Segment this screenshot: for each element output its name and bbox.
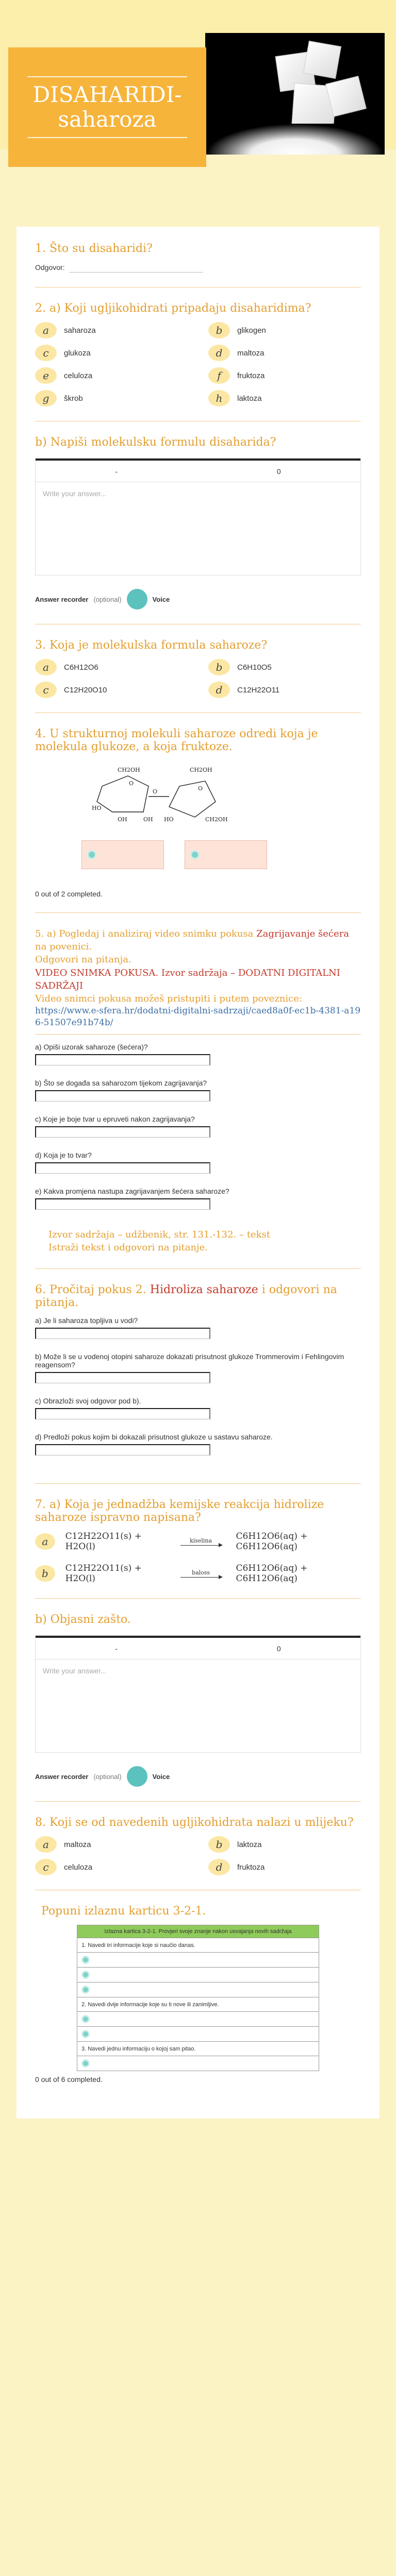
question-title: b) Napiši molekulsku formulu disaharida?	[35, 436, 276, 449]
option-key: h	[208, 390, 230, 406]
option-c[interactable]	[35, 682, 188, 698]
sub-question: e) Kakva promjena nastupa zagrijavanjem šećera saharoze?	[35, 1187, 229, 1195]
reaction-left: C12H22O11(s) + H2O(l)	[65, 1531, 142, 1552]
option-key: d	[208, 345, 230, 361]
sub-question: a) Opiši uzorak saharoze (šećera)?	[35, 1043, 148, 1051]
ticket-row	[77, 2056, 319, 2071]
instruction: Odgovori na pitanja.	[35, 954, 131, 965]
answer-textarea[interactable]: Write your answer...	[43, 1667, 107, 1675]
progress-text: 0 out of 2 completed.	[35, 890, 103, 898]
option-label: fruktoza	[237, 1862, 265, 1872]
title-rule-top	[27, 76, 187, 77]
title-part: 5. a) Pogledaj i analiziraj video snimku pokusa	[35, 928, 254, 939]
option-a[interactable]	[35, 322, 188, 338]
option-a[interactable]	[35, 1836, 188, 1853]
svg-text:O: O	[153, 788, 158, 795]
option-label: glikogen	[237, 326, 266, 335]
video-link[interactable]: https://www.e-sfera.hr/dodatni-digitalni-sadrzaji/caed8a0f-ec1b-4381-a196-51507e91b74b/	[35, 1006, 361, 1028]
ticket-row	[77, 2041, 319, 2056]
option-key: b	[208, 1836, 230, 1853]
sub-question: b) Što se događa sa saharozom tijekom zagrijavanja?	[35, 1079, 207, 1087]
title-part: na povenici.	[35, 941, 92, 953]
ticket-prompt: 1. Navedi tri informacije koje si naučio danas.	[81, 1942, 195, 1948]
question-title: 8. Koji se od navedenih ugljikohidrata nalazi u mlijeku?	[35, 1816, 354, 1829]
option-key: a	[35, 1533, 55, 1550]
option-label: C12H20O10	[64, 685, 107, 694]
recorder-label: Answer recorder	[35, 1772, 89, 1781]
toolbar-minus-button[interactable]: -	[115, 467, 118, 476]
source-line: Izvor sadržaja – udžbenik, str. 131.-132. – tekst	[48, 1229, 270, 1240]
title-part: i odgovori na pitanja.	[35, 1283, 337, 1310]
option-key: c	[35, 1859, 57, 1875]
answer-textarea[interactable]: Write your answer...	[43, 489, 107, 498]
svg-text:O: O	[198, 785, 203, 792]
ticket-row	[77, 1997, 319, 2011]
recorder-note: (optional)	[93, 1772, 122, 1781]
question-title: 7. a) Koja je jednadžba kemijske reakcija hidrolize saharoze ispravno napisana?	[35, 1498, 324, 1524]
ticket-row	[77, 2011, 319, 2026]
sub-answer-field[interactable]	[35, 1054, 210, 1065]
title-box	[8, 47, 206, 167]
option-key: f	[208, 367, 230, 384]
option-key: b	[208, 659, 230, 675]
answer-slot[interactable]	[81, 2015, 90, 2023]
sub-answer-field[interactable]	[35, 1198, 210, 1210]
reaction-option-a[interactable]	[35, 1531, 361, 1552]
question-2	[35, 302, 361, 406]
question-3	[35, 639, 361, 698]
option-f[interactable]	[208, 367, 361, 384]
voice-label: Voice	[152, 1772, 170, 1781]
reaction-left: C12H22O11(s) + H2O(l)	[65, 1563, 142, 1584]
option-key: b	[35, 1565, 55, 1582]
question-6	[35, 1283, 361, 1469]
svg-text:O: O	[129, 780, 134, 787]
sub-answer-field[interactable]	[35, 1162, 210, 1174]
option-label: C6H12O6	[64, 663, 98, 672]
option-a[interactable]	[35, 659, 188, 675]
option-key: d	[208, 1859, 230, 1875]
option-d[interactable]	[208, 1859, 361, 1875]
option-label: saharoza	[64, 326, 96, 335]
ticket-row	[77, 1967, 319, 1982]
option-key: g	[35, 390, 57, 406]
answer-field[interactable]	[69, 262, 203, 273]
textbook-source	[48, 1228, 361, 1254]
sub-question: d) Predloži pokus kojim bi dokazali prisutnost glukoze u sastavu saharoze.	[35, 1433, 273, 1442]
option-label: maltoza	[64, 1840, 91, 1849]
drop-zone[interactable]	[81, 840, 164, 869]
answer-recorder	[35, 1766, 361, 1787]
option-c[interactable]	[35, 1859, 188, 1875]
reaction-option-b[interactable]	[35, 1563, 361, 1584]
progress-text: 0 out of 6 completed.	[35, 2075, 103, 2084]
radio-dot	[87, 850, 96, 859]
page-title: DISAHARIDI- saharoza	[32, 81, 182, 132]
option-key: c	[35, 345, 57, 361]
sub-question: a) Je li saharoza topljiva u vodi?	[35, 1316, 138, 1325]
svg-text:CH2OH: CH2OH	[205, 816, 228, 823]
question-9	[35, 1905, 361, 2083]
ticket-row	[77, 1952, 319, 1967]
option-label: laktoza	[237, 394, 262, 403]
options-grid	[35, 659, 361, 698]
svg-text:HO: HO	[92, 805, 102, 811]
reaction-right: C6H12O6(aq) + C6H12O6(aq)	[236, 1563, 308, 1584]
sugar-cube	[303, 41, 341, 79]
option-c[interactable]	[35, 345, 188, 361]
arrow-label: baloss	[192, 1569, 210, 1577]
svg-text:CH2OH: CH2OH	[118, 767, 140, 773]
svg-text:CH2OH: CH2OH	[190, 767, 212, 773]
option-label: fruktoza	[237, 371, 265, 380]
ticket-prompt: 2. Navedi dvije informacije koje su ti nove ili zanimljive.	[81, 2001, 219, 2008]
ticket-row	[77, 1938, 319, 1952]
ticket-prompt: 3. Navedi jednu informaciju o kojoj sam pitao.	[81, 2045, 196, 2052]
title-part: 6. Pročitaj pokus 2.	[35, 1283, 146, 1297]
rich-answer-box	[35, 1635, 361, 1753]
question-1	[35, 242, 361, 273]
option-b[interactable]	[208, 1836, 361, 1853]
sub-answer-field[interactable]	[35, 1126, 210, 1138]
svg-text:HO: HO	[164, 816, 174, 823]
reaction-right: C6H12O6(aq) + C6H12O6(aq)	[236, 1531, 308, 1552]
header	[0, 0, 396, 149]
reaction-arrow	[180, 1537, 222, 1546]
question-title	[35, 1283, 361, 1309]
options-grid	[35, 1836, 361, 1875]
source-line: VIDEO SNIMKA POKUSA. Izvor sadržaja – DODATNI DIGITALNI SADRŽAJI	[35, 967, 340, 991]
sugar-grains	[205, 124, 385, 155]
answer-slot[interactable]	[81, 2030, 90, 2038]
option-label: laktoza	[237, 1840, 262, 1849]
option-b[interactable]	[208, 322, 361, 338]
answer-slot[interactable]	[81, 2059, 90, 2067]
drop-zones	[81, 840, 361, 869]
answer-slot[interactable]	[81, 1986, 90, 1994]
option-key: a	[35, 322, 57, 338]
title-rule-bottom	[27, 137, 187, 138]
question-title: 4. U strukturnoj molekuli saharoze odredi koja je molekula glukoze, a koja fruktoze.	[35, 727, 318, 753]
sub-question: c) Obrazloži svoj odgovor pod b).	[35, 1397, 141, 1405]
ticket-row	[77, 2026, 319, 2041]
option-g[interactable]	[35, 390, 188, 406]
question-5	[35, 927, 361, 1254]
answer-label: Odgovor:	[35, 263, 65, 272]
answer-toolbar	[36, 459, 360, 482]
question-title: 1. Što su disaharidi?	[35, 242, 153, 255]
question-7	[35, 1498, 361, 1584]
ticket-row	[77, 1982, 319, 1997]
option-label: celuloza	[64, 1862, 93, 1872]
question-title: 2. a) Koji ugljikohidrati pripadaju disaharidima?	[35, 302, 311, 315]
sub-answer-field[interactable]	[35, 1328, 210, 1339]
question-title: 3. Koja je molekulska formula saharoze?	[35, 639, 268, 652]
question-4	[35, 727, 361, 898]
sub-answer-field[interactable]	[35, 1372, 210, 1383]
option-key: a	[35, 1836, 57, 1853]
arrow-label: kiselina	[190, 1537, 212, 1545]
option-label: glukoza	[64, 348, 91, 358]
question-2b	[35, 436, 361, 609]
sub-answer-field[interactable]	[35, 1090, 210, 1101]
exit-ticket	[77, 1925, 319, 2071]
svg-text:OH: OH	[143, 816, 153, 823]
option-d[interactable]	[208, 345, 361, 361]
sugar-cubes-photo	[205, 33, 385, 155]
question-title: b) Objasni zašto.	[35, 1613, 131, 1626]
sucrose-structure-diagram	[81, 760, 252, 833]
sub-questions	[35, 1043, 361, 1223]
sub-answer-field[interactable]	[35, 1444, 210, 1455]
worksheet-card	[16, 227, 380, 2119]
option-e[interactable]	[35, 367, 188, 384]
option-key: b	[208, 322, 230, 338]
sugar-cube	[325, 76, 367, 117]
sub-question: b) Može li se u vodenoj otopini saharoze dokazati prisutnost glukoze Trommerovim i Fehlingovim reagensom?	[35, 1352, 344, 1369]
option-label: C12H22O11	[237, 685, 280, 694]
sub-question: c) Koje je boje tvar u epruveti nakon zagrijavanja?	[35, 1115, 195, 1123]
option-h[interactable]	[208, 390, 361, 406]
answer-slot[interactable]	[81, 1971, 90, 1979]
voice-record-button[interactable]	[127, 589, 147, 609]
toolbar-zero-button[interactable]: 0	[276, 467, 281, 476]
option-key: c	[35, 682, 57, 698]
option-label: celuloza	[64, 371, 93, 380]
rich-answer-box	[35, 458, 361, 575]
recorder-note: (optional)	[93, 595, 122, 603]
option-b[interactable]	[208, 659, 361, 675]
option-label: maltoza	[237, 348, 265, 358]
radio-dot	[190, 850, 200, 859]
source-instruction: Istraži tekst i odgovori na pitanje.	[48, 1242, 208, 1253]
option-label: škrob	[64, 394, 83, 403]
link-intro: Video snimci pokusa možeš pristupiti i putem poveznice:	[35, 993, 302, 1004]
voice-label: Voice	[152, 595, 170, 603]
question-title: Popuni izlaznu karticu 3-2-1.	[41, 1905, 206, 1918]
answer-toolbar	[36, 1636, 360, 1659]
sub-question: d) Koja je to tvar?	[35, 1151, 92, 1159]
option-label: C6H10O5	[237, 663, 272, 672]
question-8	[35, 1816, 361, 1875]
options-grid	[35, 322, 361, 406]
exit-ticket-header: Izlazna kartica 3-2-1. Provjeri svoje znanje nakon usvajanja novih sadržaja	[77, 1925, 319, 1938]
option-key: a	[35, 659, 57, 675]
option-key: e	[35, 367, 57, 384]
voice-record-button[interactable]	[127, 1766, 147, 1787]
question-title	[35, 927, 361, 953]
answer-slot[interactable]	[81, 1956, 90, 1964]
answer-recorder	[35, 589, 361, 609]
sub-answer-field[interactable]	[35, 1408, 210, 1419]
title-highlight: Zagrijavanje šećera	[256, 928, 349, 939]
title-highlight: Hidroliza saharoze	[150, 1283, 258, 1297]
option-key: d	[208, 682, 230, 698]
reaction-arrow	[180, 1569, 222, 1578]
question-7b	[35, 1613, 361, 1787]
toolbar-zero-button[interactable]: 0	[276, 1644, 281, 1653]
svg-text:OH: OH	[118, 816, 127, 823]
option-d[interactable]	[208, 682, 361, 698]
recorder-label: Answer recorder	[35, 595, 89, 603]
toolbar-minus-button[interactable]: -	[115, 1644, 118, 1653]
drop-zone[interactable]	[185, 840, 267, 869]
